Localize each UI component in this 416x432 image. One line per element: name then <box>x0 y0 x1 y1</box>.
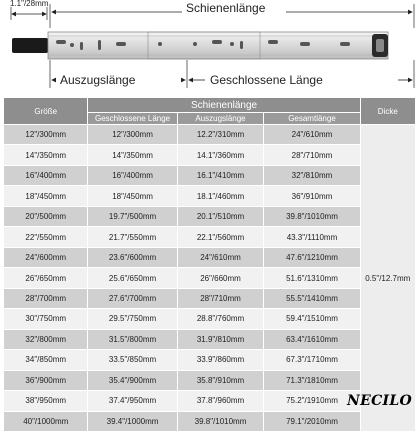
cell-size: 20"/500mm <box>4 207 87 226</box>
cell-size: 38"/950mm <box>4 391 87 410</box>
cell-closed-length: 16"/400mm <box>88 166 176 185</box>
cell-extended-length: 22.1"/560mm <box>178 227 264 246</box>
extension-dimension-label: Auszugslänge <box>60 73 136 87</box>
cell-extended-length: 31.9"/810mm <box>178 330 264 349</box>
header-size: Größe <box>4 98 87 124</box>
cell-total-length: 32"/810mm <box>264 166 359 185</box>
cell-closed-length: 19.7"/500mm <box>88 207 176 226</box>
table-row <box>4 186 415 205</box>
cell-closed-length: 27.6"/700mm <box>88 289 176 308</box>
table-row <box>4 309 415 328</box>
cell-size: 30"/750mm <box>4 309 87 328</box>
cell-closed-length: 39.4"/1000mm <box>88 412 176 431</box>
header-thickness: Dicke <box>361 98 415 124</box>
cell-extended-length: 28.8"/760mm <box>178 309 264 328</box>
cell-total-length: 67.3"/1710mm <box>264 350 359 369</box>
cell-extended-length: 37.8"/960mm <box>178 391 264 410</box>
cell-total-length: 36"/910mm <box>264 186 359 205</box>
cell-size: 40"/1000mm <box>4 412 87 431</box>
cell-closed-length: 35.4"/900mm <box>88 371 176 390</box>
table-row <box>4 289 415 308</box>
cell-extended-length: 14.1"/360mm <box>178 145 264 164</box>
cell-size: 36"/900mm <box>4 371 87 390</box>
cell-closed-length: 23.6"/600mm <box>88 248 176 267</box>
cell-closed-length: 25.6"/650mm <box>88 268 176 287</box>
cell-extended-length: 35.8"/910mm <box>178 371 264 390</box>
cell-size: 18"/450mm <box>4 186 87 205</box>
table-row <box>4 412 415 431</box>
cell-total-length: 51.6"/1310mm <box>264 268 359 287</box>
cell-extended-length: 20.1"/510mm <box>178 207 264 226</box>
cell-closed-length: 33.5"/850mm <box>88 350 176 369</box>
cell-size: 26"/650mm <box>4 268 87 287</box>
cell-total-length: 79.1"/2010mm <box>264 412 359 431</box>
thickness-dimension-label: 1.1"/28mm <box>10 0 49 8</box>
slide-lever <box>12 38 48 53</box>
slide-diagram <box>0 0 416 96</box>
cell-closed-length: 14"/350mm <box>88 145 176 164</box>
cell-extended-length: 28"/710mm <box>178 289 264 308</box>
cell-size: 28"/700mm <box>4 289 87 308</box>
cell-extended-length: 24"/610mm <box>178 248 264 267</box>
cell-size: 32"/800mm <box>4 330 87 349</box>
table-row <box>4 207 415 226</box>
cell-size: 12"/300mm <box>4 125 87 144</box>
cell-size: 14"/350mm <box>4 145 87 164</box>
cell-size: 16"/400mm <box>4 166 87 185</box>
cell-extended-length: 16.1"/410mm <box>178 166 264 185</box>
cell-total-length: 55.5"/1410mm <box>264 289 359 308</box>
cell-closed-length: 31.5"/800mm <box>88 330 176 349</box>
cell-extended-length: 26"/660mm <box>178 268 264 287</box>
closed-length-dimension-label: Geschlossene Länge <box>210 73 323 87</box>
cell-total-length: 71.3"/1810mm <box>264 371 359 390</box>
cell-total-length: 43.3"/1110mm <box>264 227 359 246</box>
cell-extended-length: 18.1"/460mm <box>178 186 264 205</box>
header-closed-length: Geschlossene Länge <box>88 113 176 124</box>
cell-size: 24"/600mm <box>4 248 87 267</box>
cell-total-length: 24"/610mm <box>264 125 359 144</box>
table-row <box>4 125 415 144</box>
header-total-length: Gesamtlänge <box>264 113 359 124</box>
table-row <box>4 371 415 390</box>
table-row <box>4 350 415 369</box>
cell-extended-length: 33.9"/860mm <box>178 350 264 369</box>
cell-size: 34"/850mm <box>4 350 87 369</box>
table-row <box>4 166 415 185</box>
brand-logo: NECILO <box>347 393 412 409</box>
cell-closed-length: 18"/450mm <box>88 186 176 205</box>
cell-closed-length: 12"/300mm <box>88 125 176 144</box>
size-table <box>3 97 416 432</box>
cell-thickness: 0.5"/12.7mm <box>361 125 415 431</box>
cell-total-length: 28"/710mm <box>264 145 359 164</box>
table-row <box>4 145 415 164</box>
cell-closed-length: 37.4"/950mm <box>88 391 176 410</box>
cell-closed-length: 21.7"/550mm <box>88 227 176 246</box>
rail-length-dimension-label: Schienenlänge <box>186 1 266 15</box>
table-row <box>4 330 415 349</box>
cell-total-length: 39.8"/1010mm <box>264 207 359 226</box>
cell-total-length: 75.2"/1910mm <box>264 391 359 410</box>
table-row <box>4 227 415 246</box>
cell-extended-length: 12.2"/310mm <box>178 125 264 144</box>
header-extended-length: Auszugslänge <box>178 113 264 124</box>
table-row <box>4 248 415 267</box>
cell-total-length: 47.6"/1210mm <box>264 248 359 267</box>
cell-size: 22"/550mm <box>4 227 87 246</box>
cell-total-length: 59.4"/1510mm <box>264 309 359 328</box>
cell-total-length: 63.4"/1610mm <box>264 330 359 349</box>
header-rail-length: Schienenlänge <box>88 98 359 112</box>
table-row <box>4 268 415 287</box>
cell-extended-length: 39.8"/1010mm <box>178 412 264 431</box>
cell-closed-length: 29.5"/750mm <box>88 309 176 328</box>
